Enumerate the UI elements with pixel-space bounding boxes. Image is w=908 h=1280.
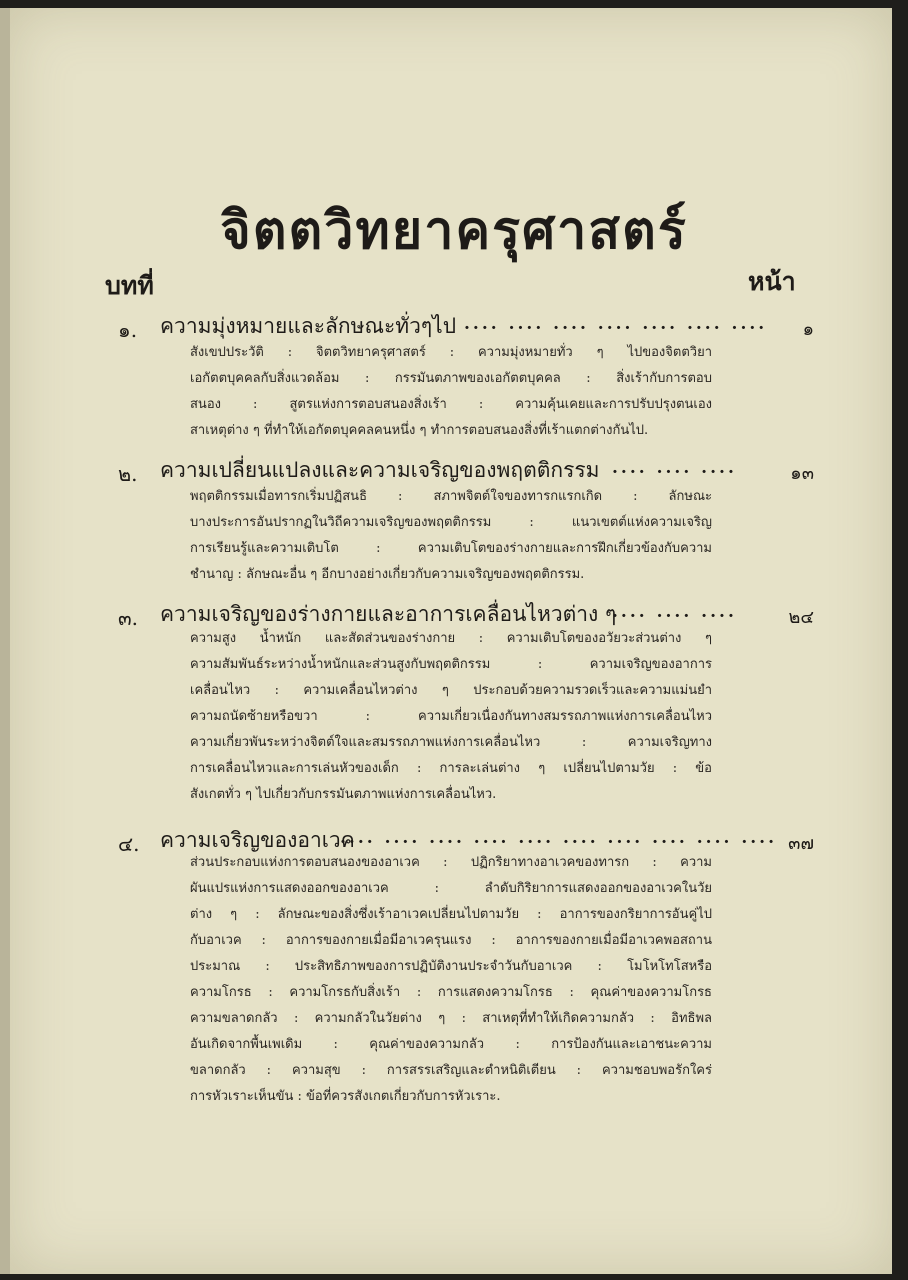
topic-line: ความโกรธ : ความโกรธกับสิ่งเร้า : การแสดงความโกรธ : คุณค่าของความโกรธ xyxy=(190,985,712,1000)
chapter-2-topics xyxy=(190,484,712,588)
page-column-header: หน้า xyxy=(748,267,796,296)
topic-line: ส่วนประกอบแห่งการตอบสนองของอาเวค : ปฏิกริยาทางอาเวคของทารก : ความ xyxy=(190,855,712,870)
topic-line: การเรียนรู้และความเติบโต : ความเติบโตของร่างกายและการฝึกเกี่ยวข้องกับความ xyxy=(190,541,712,556)
chapter-page-number: ๑ xyxy=(802,319,814,340)
chapter-column-header: บทที่ xyxy=(105,271,154,300)
leader-dots: .... .... .... xyxy=(612,458,737,478)
toc-chapter-2 xyxy=(0,454,908,486)
chapter-1-topics xyxy=(190,340,712,444)
chapter-number: ๔. xyxy=(118,832,140,856)
topic-line: เคลื่อนไหว : ความเคลื่อนไหวต่าง ๆ ประกอบด้วยความรวดเร็วและความแม่นยำ xyxy=(190,683,712,698)
topic-line: ผันแปรแห่งการแสดงออกของอาเวค : ลำดับกิริยาการแสดงออกของอาเวคในวัย xyxy=(190,881,712,896)
topic-line: ขลาดกลัว : ความสุข : การสรรเสริญและตำหนิติเตียน : ความชอบพอรักใคร่ xyxy=(190,1063,712,1078)
topic-line: สนอง : สูตรแห่งการตอบสนองสิ่งเร้า : ความคุ้นเคยและการปรับปรุงตนเอง xyxy=(190,397,712,412)
chapter-title: ความเปลี่ยนแปลงและความเจริญของพฤตติกรรม xyxy=(160,458,600,482)
topic-line: ความเกี่ยวพันระหว่างจิตต์ใจและสมรรถภาพแห่งการเคลื่อนไหว : ความเจริญทาง xyxy=(190,735,712,750)
topic-line: การเคลื่อนไหวและการเล่นหัวของเด็ก : การละเล่นต่าง ๆ เปลี่ยนไปตามวัย : ข้อ xyxy=(190,761,712,776)
leader-dots: .... .... .... xyxy=(612,602,737,622)
topic-line: อันเกิดจากพื้นเพเดิม : คุณค่าของความกลัว : การป้องกันและเอาชนะความ xyxy=(190,1037,712,1052)
topic-line: สังเขปประวัติ : จิตตวิทยาครุศาสตร์ : ความมุ่งหมายทั่ว ๆ ไปของจิตตวิยา xyxy=(190,345,712,360)
topic-line: ความถนัดซ้ายหรือขวา : ความเกี่ยวเนื่องกันทางสมรรถภาพแห่งการเคลื่อนไหว xyxy=(190,709,712,724)
chapter-title: ความเจริญของอาเวค xyxy=(160,828,355,852)
topic-line: การหัวเราะเห็นขัน : ข้อที่ควรสังเกตเกี่ยวกับการหัวเราะ. xyxy=(190,1089,501,1104)
chapter-page-number: ๓๗ xyxy=(788,833,814,854)
topic-line: ความขลาดกลัว : ความกลัวในวัยต่าง ๆ : สาเหตุที่ทำให้เกิดความกลัว : อิทธิพล xyxy=(190,1011,712,1026)
topic-line: เอกัตตบุคคลกับสิ่งแวดล้อม : กรรมันตภาพของเอกัตตบุคคล : สิ่งเร้ากับการตอบ xyxy=(190,371,712,386)
chapter-page-number: ๒๔ xyxy=(788,607,814,628)
topic-line: กับอาเวค : อาการของกายเมื่อมีอาเวครุนแรง : อาการของกายเมื่อมีอาเวคพอสถาน xyxy=(190,933,712,948)
chapter-number: ๓. xyxy=(118,606,139,630)
topic-line: สังเกตทั่ว ๆ ไปเกี่ยวกับกรรมันตภาพแห่งการเคลื่อนไหว. xyxy=(190,787,497,802)
topic-line: ชำนาญ : ลักษณะอื่น ๆ อีกบางอย่างเกี่ยวกับความเจริญของพฤตติกรรม. xyxy=(190,567,585,582)
topic-line: บางประการอันปรากฏในวิถีความเจริญของพฤตติกรรม : แนวเขตต์แห่งความเจริญ xyxy=(190,515,712,530)
chapter-title: ความเจริญของร่างกายและอาการเคลื่อนไหวต่าง ๆ xyxy=(160,602,617,626)
topic-line: ความสูง น้ำหนัก และสัดส่วนของร่างกาย : ความเติบโตของอวัยวะส่วนต่าง ๆ xyxy=(190,631,712,646)
leader-dots: .... .... .... .... .... .... .... xyxy=(464,314,768,334)
toc-chapter-1 xyxy=(0,310,908,342)
chapter-3-topics xyxy=(190,626,712,808)
topic-line: สาเหตุต่าง ๆ ที่ทำให้เอกัตตบุคคลคนหนึ่ง ๆ ทำการตอบสนองสิ่งที่เร้าแตกต่างกันไป. xyxy=(190,423,649,438)
leader-dots: .... .... .... .... .... .... .... .... .... .... xyxy=(340,828,778,848)
topic-line: ความสัมพันธ์ระหว่างน้ำหนักและส่วนสูงกับพฤตติกรรม : ความเจริญของอาการ xyxy=(190,657,712,672)
chapter-number: ๒. xyxy=(118,462,138,486)
chapter-title: ความมุ่งหมายและลักษณะทั่วๆไป xyxy=(160,314,457,338)
chapter-number: ๑. xyxy=(118,318,138,342)
topic-line: ต่าง ๆ : ลักษณะของสิ่งซึ่งเร้าอาเวคเปลี่ยนไปตามวัย : อาการของกริยาการอันคู่ไป xyxy=(190,907,712,922)
topic-line: พฤตติกรรมเมื่อทารกเริ่มปฏิสนธิ : สภาพจิตต์ใจของทารกแรกเกิด : ลักษณะ xyxy=(190,489,712,504)
chapter-4-topics xyxy=(190,850,712,1110)
chapter-page-number: ๑๓ xyxy=(790,463,814,484)
topic-line: ประมาณ : ประสิทธิภาพของการปฏิบัติงานประจำวันกับอาเวค : โมโหโทโสหรือ xyxy=(190,959,712,974)
page-title: จิตตวิทยาครุศาสตร์ xyxy=(220,200,688,261)
